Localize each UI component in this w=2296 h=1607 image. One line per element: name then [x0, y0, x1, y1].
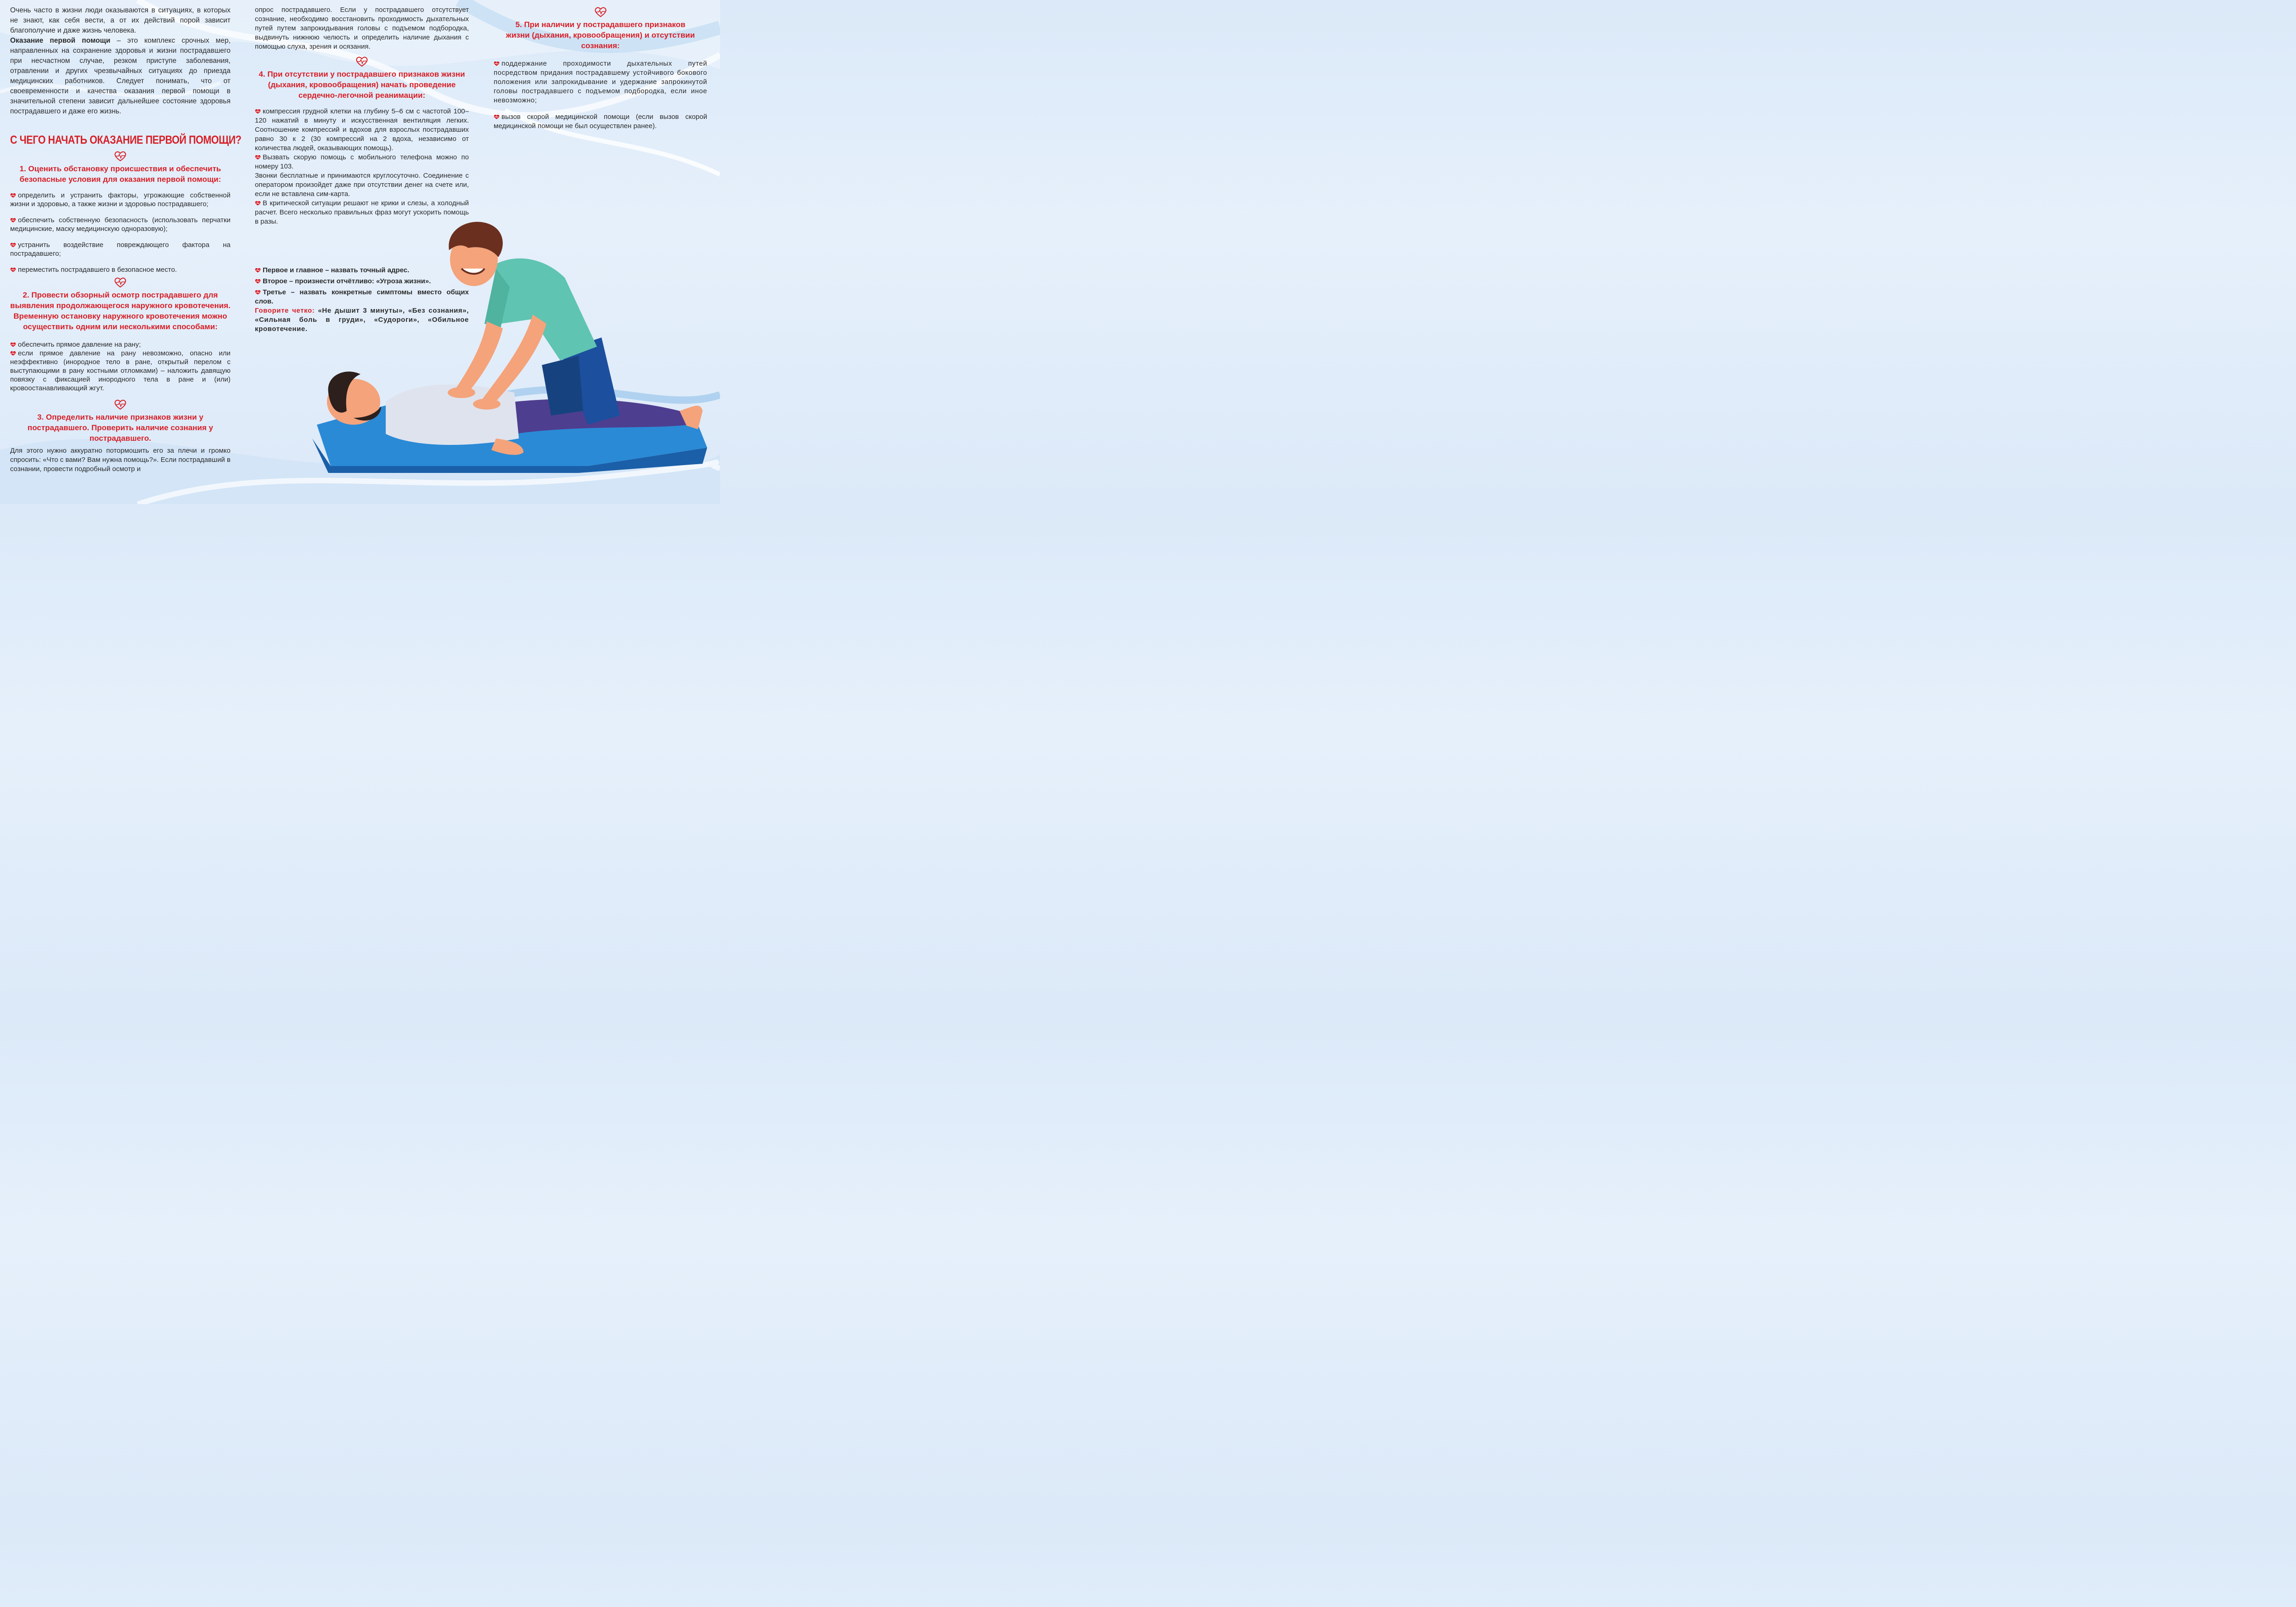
heart-pulse-icon — [114, 277, 127, 288]
rescuer-shirt — [496, 258, 597, 360]
tip-item: Второе – произнести отчётливо: «Угроза жизни». — [255, 277, 448, 286]
heart-bullet-icon — [10, 242, 16, 247]
list-item: обеспечить прямое давление на рану; — [10, 340, 231, 349]
list-item-note: Звонки бесплатные и принимаются круглосуточно. Соединение с оператором произойдет даже при отсутствии денег на счете или, если не вставлена сим-карта. — [255, 172, 469, 198]
list-item: если прямое давление на рану невозможно, опасно или неэффективно (инородное тело в ране, открытый перелом с выступающими в рану костными отломками) – наложить давящую повязку с фиксацией инородного тела в ране и (или) кровоостанавливающий жгут. — [10, 349, 231, 392]
heart-pulse-icon — [594, 6, 607, 17]
list-item: В критической ситуации решают не крики и слезы, а холодный расчет. Всего несколько правильных фраз могут ускорить помощь в разы. — [255, 199, 469, 225]
column-left — [10, 6, 242, 474]
heart-bullet-icon — [255, 268, 261, 273]
section-4-title: 4. При отсутствии у пострадавшего признаков жизни (дыхания, кровообращения) начать проведение сердечно-легочной реанимации: — [259, 70, 465, 100]
main-heading: С ЧЕГО НАЧАТЬ ОКАЗАНИЕ ПЕРВОЙ ПОМОЩИ? — [10, 134, 242, 146]
section-5-title: 5. При наличии у пострадавшего признаков жизни (дыхания, кровообращения) и отсутствии сознания: — [506, 20, 695, 50]
tip-item: Первое и главное – назвать точный адрес. — [255, 266, 448, 275]
heart-bullet-icon — [494, 61, 500, 66]
heart-bullet-icon — [255, 201, 261, 206]
definition-paragraph — [10, 36, 231, 117]
heart-bullet-icon — [255, 109, 261, 114]
list-item: поддержание проходимости дыхательных путей посредством придания пострадавшему устойчивого бокового положения или запрокидывание и удержание запрокинутой головы пострадавшего с подъемом подбородка, если иное невозможно; — [494, 60, 707, 104]
definition-term: Оказание первой помощи — [10, 37, 111, 45]
tip-item: Третье – назвать конкретные симптомы вместо общих слов. — [255, 288, 469, 305]
heart-pulse-icon — [355, 56, 368, 67]
heart-pulse-icon — [114, 399, 127, 410]
list-item: определить и устранить факторы, угрожающие собственной жизни и здоровью, а также жизни и здоровью пострадавшего; — [10, 191, 231, 208]
section-2-title: 2. Провести обзорный осмотр пострадавшего для выявления продолжающегося наружного кровотечения. Временную остановку наружного кровотечения можно осуществить одним или несколькими способами: — [10, 291, 231, 331]
list-item: обеспечить собственную безопасность (использовать перчатки медицинские, маску медицинскую одноразовую); — [10, 216, 231, 233]
column-right — [494, 6, 707, 131]
section-3-text: Для этого нужно аккуратно потормошить его за плечи и громко спросить: «Что с вами? Вам нужна помощь?». Если пострадавший в сознании, провести подробный осмотр и — [10, 447, 231, 473]
list-item: вызов скорой медицинской помощи (если вызов скорой медицинской помощи не был осуществлен ранее). — [494, 113, 707, 130]
tip-example-text: «Не дышит 3 минуты», «Без сознания», «Сильная боль в груди», «Судороги», «Обильное кровотечение. — [255, 307, 469, 333]
intro-paragraph: Очень часто в жизни люди оказываются в ситуациях, в которых не знают, как себя вести, а от их действий порой зависит благополучие и даже жизнь человека. — [10, 6, 231, 34]
heart-bullet-icon — [255, 290, 261, 295]
heart-bullet-icon — [10, 218, 16, 223]
list-item: переместить пострадавшего в безопасное место. — [10, 265, 231, 274]
list-item: Вызвать скорую помощь с мобильного телефона можно по номеру 103. — [255, 153, 469, 170]
definition-text: – это комплекс срочных мер, направленных на сохранение здоровья и жизни пострадавшего при несчастном случае, резком приступе заболевания, отравлении и других чрезвычайных ситуациях до приезда медицинских работников. Следует понимать, что от своевременности и качества оказания первой помощи в значительной степени зависит дальнейшее состояние здоровья пострадавшего и даже его жизнь. — [10, 37, 231, 115]
section-3-title: 3. Определить наличие признаков жизни у пострадавшего. Проверить наличие сознания у пострадавшего. — [27, 413, 214, 443]
list-item: устранить воздействие повреждающего фактора на пострадавшего; — [10, 241, 231, 258]
heart-bullet-icon — [10, 351, 16, 356]
tip-example-lead: Говорите четко: — [255, 307, 315, 315]
heart-bullet-icon — [10, 342, 16, 347]
heart-bullet-icon — [255, 279, 261, 284]
heart-pulse-icon — [114, 151, 127, 162]
heart-bullet-icon — [494, 114, 500, 119]
list-item: компрессия грудной клетки на глубину 5–6 см с частотой 100–120 нажатий в минуту и искусственная вентиляция легких. Соотношение компрессий и вдохов для взрослых пострадавших равно 30 к 2 (30 компрессий на 2 вдоха, независимо от количества людей, оказывающих помощь). — [255, 107, 469, 152]
heart-bullet-icon — [10, 267, 16, 272]
heart-bullet-icon — [255, 155, 261, 160]
section-1-title: 1. Оценить обстановку происшествия и обеспечить безопасные условия для оказания первой помощи: — [19, 164, 221, 184]
continuation-paragraph: опрос пострадавшего. Если у пострадавшего отсутствует сознание, необходимо восстановить проходимость дыхательных путей путем запрокидывания головы с подъемом подбородка, выдвинуть нижнюю челюсть и определить наличие дыхания с помощью слуха, зрения и осязания. — [255, 6, 469, 51]
heart-bullet-icon — [10, 193, 16, 198]
cpr-illustration — [303, 209, 716, 475]
